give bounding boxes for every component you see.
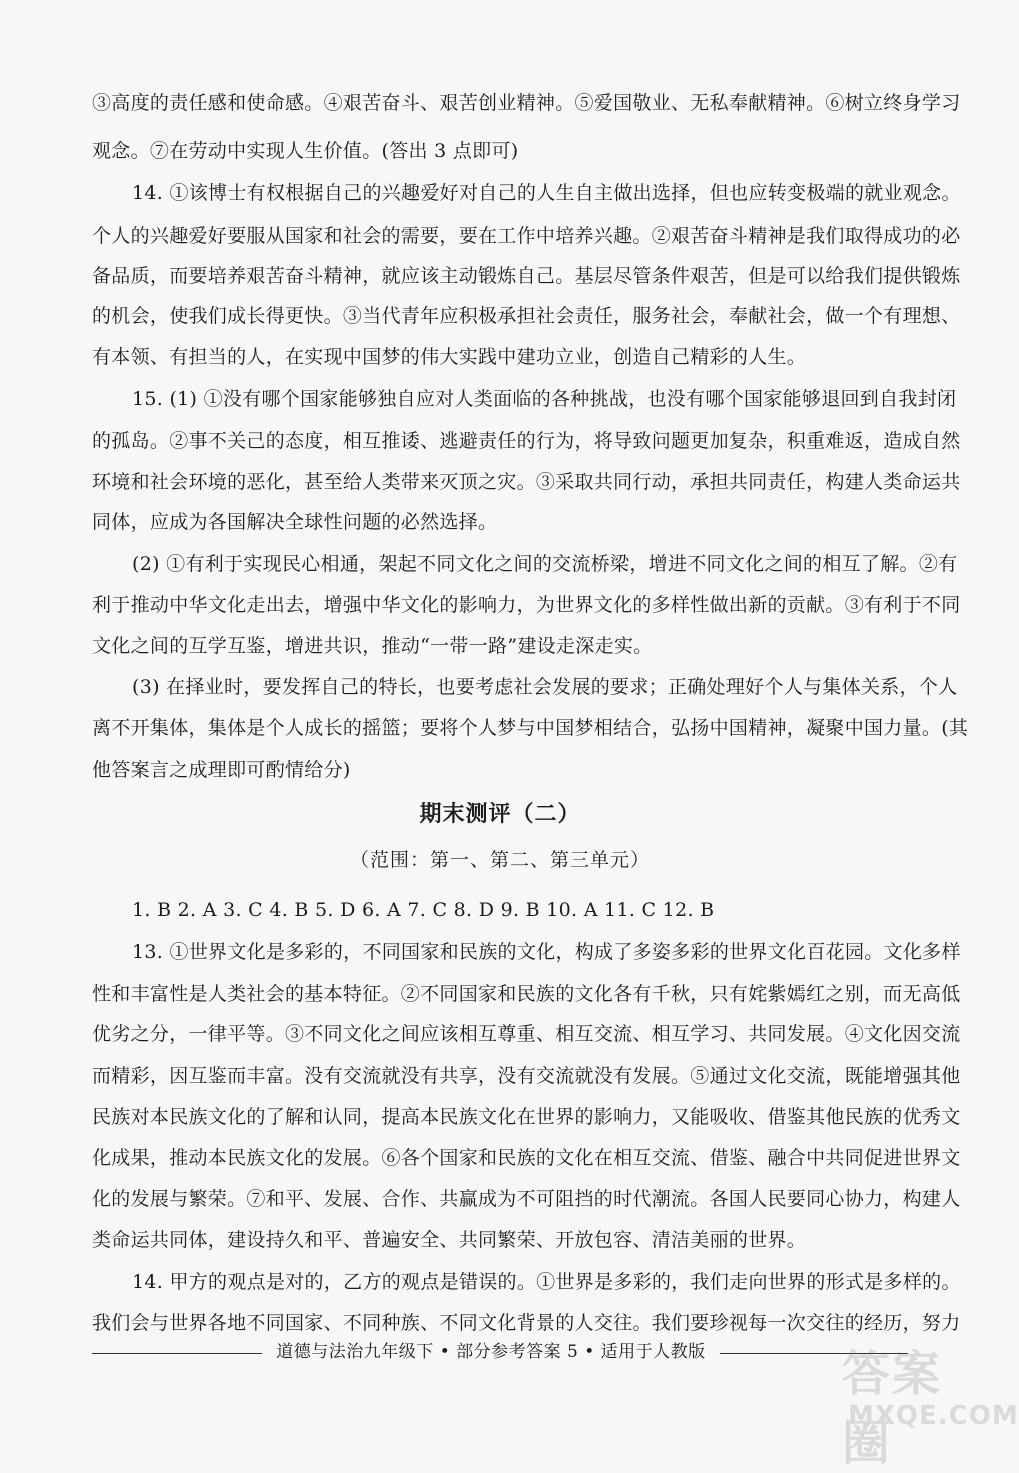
- answer-line: 14. ①该博士有权根据自己的兴趣爱好对自己的人生自主做出选择，但也应转变极端的就业观念。: [132, 182, 961, 204]
- watermark-url: MXQE.COM: [848, 1401, 1019, 1431]
- answer-key-line: 1. B 2. A 3. C 4. B 5. D 6. A 7. C 8. D 9. B 10. A 11. C 12. B: [132, 899, 715, 921]
- answer-line: 的孤岛。②事不关己的态度，相互推诿、逃避责任的行为，将导致问题更加复杂，积重难返，造成自然: [92, 430, 961, 452]
- answer-line: 优劣之分，一律平等。③不同文化之间应该相互尊重、相互交流、相互学习、共同发展。④文化因交流: [92, 1023, 961, 1045]
- answer-line: 观念。⑦在劳动中实现人生价值。(答出 3 点即可): [92, 140, 519, 162]
- answer-line: 个人的兴趣爱好要服从国家和社会的需要，要在工作中培养兴趣。②艰苦奋斗精神是我们取得成功的必: [92, 225, 961, 247]
- section-subtitle: （范围：第一、第二、第三单元）: [349, 849, 650, 871]
- answer-line: 文化之间的互学互鉴，增进共识，推动“一带一路”建设走深走实。: [92, 635, 653, 657]
- answer-line: 14. 甲方的观点是对的，乙方的观点是错误的。①世界是多彩的，我们走向世界的形式是多样的。: [132, 1271, 961, 1293]
- section-title: 期末测评（二）: [419, 802, 581, 827]
- answer-line: 我们会与世界各地不同国家、不同种族、不同文化背景的人交往。我们要珍视每一次交往的经历，努力: [92, 1312, 961, 1334]
- answer-line: 化的发展与繁荣。⑦和平、发展、合作、共赢成为不可阻挡的时代潮流。各国人民要同心协力，构建人: [92, 1188, 961, 1210]
- answer-line: 化成果，推动本民族文化的发展。⑥各个国家和民族的文化在相互交流、借鉴、融合中共同促进世界文: [92, 1147, 961, 1169]
- answer-line: 离不开集体，集体是个人成长的摇篮；要将个人梦与中国梦相结合，弘扬中国精神，凝聚中国力量。(其: [92, 717, 969, 739]
- answer-line: 同体，应成为各国解决全球性问题的必然选择。: [92, 511, 498, 533]
- page-footer: 道德与法治九年级下 • 部分参考答案 5 • 适用于人教版: [276, 1342, 706, 1362]
- footer-rule-left: [92, 1353, 262, 1354]
- answer-line: ③高度的责任感和使命感。④艰苦奋斗、艰苦创业精神。⑤爱国敬业、无私奉献精神。⑥树立终身学习: [92, 92, 961, 114]
- watermark-text: 答案圈: [842, 1346, 943, 1471]
- answer-line: 有本领、有担当的人，在实现中国梦的伟大实践中建功立业，创造自己精彩的人生。: [92, 346, 807, 368]
- answer-line: 民族对本民族文化的了解和认同，提高本民族文化在世界的影响力，又能吸收、借鉴其他民族的优秀文: [92, 1106, 961, 1128]
- answer-line: (3) 在择业时，要发挥自己的特长，也要考虑社会发展的要求；正确处理好个人与集体关系，个人: [132, 676, 958, 698]
- answer-line: 利于推动中华文化走出去，增强中华文化的影响力，为世界文化的多样性做出新的贡献。③有利于不同: [92, 594, 961, 616]
- answer-line: 15. (1) ①没有哪个国家能够独自应对人类面临的各种挑战，也没有哪个国家能够退回到自我封闭: [132, 388, 957, 410]
- answer-line: 他答案言之成理即可酌情给分): [92, 759, 351, 781]
- answer-line: (2) ①有利于实现民心相通，架起不同文化之间的交流桥梁，增进不同文化之间的相互了解。②有: [132, 553, 958, 575]
- answer-line: 13. ①世界文化是多彩的，不同国家和民族的文化，构成了多姿多彩的世界文化百花园。文化多样: [132, 941, 961, 963]
- answer-line: 而精彩，因互鉴而丰富。没有交流就没有共享，没有交流就没有发展。⑤通过文化交流，既能增强其他: [92, 1065, 961, 1087]
- answer-line: 类命运共同体，建设持久和平、普遍安全、共同繁荣、开放包容、清洁美丽的世界。: [92, 1229, 807, 1251]
- answer-line: 备品质，而要培养艰苦奋斗精神，就应该主动锻炼自己。基层尽管条件艰苦，但是可以给我们提供锻炼: [92, 265, 961, 287]
- answer-line: 性和丰富性是人类社会的基本特征。②不同国家和民族的文化各有千秋，只有姹紫嫣红之别，而无高低: [92, 983, 961, 1005]
- watermark-logo: [842, 1333, 1019, 1471]
- answer-line: 环境和社会环境的恶化，甚至给人类带来灭顶之灾。③采取共同行动，承担共同责任，构建人类命运共: [92, 471, 961, 493]
- answer-line: 的机会，使我们成长得更快。③当代青年应积极承担社会责任，服务社会，奉献社会，做一个有理想、: [92, 305, 961, 327]
